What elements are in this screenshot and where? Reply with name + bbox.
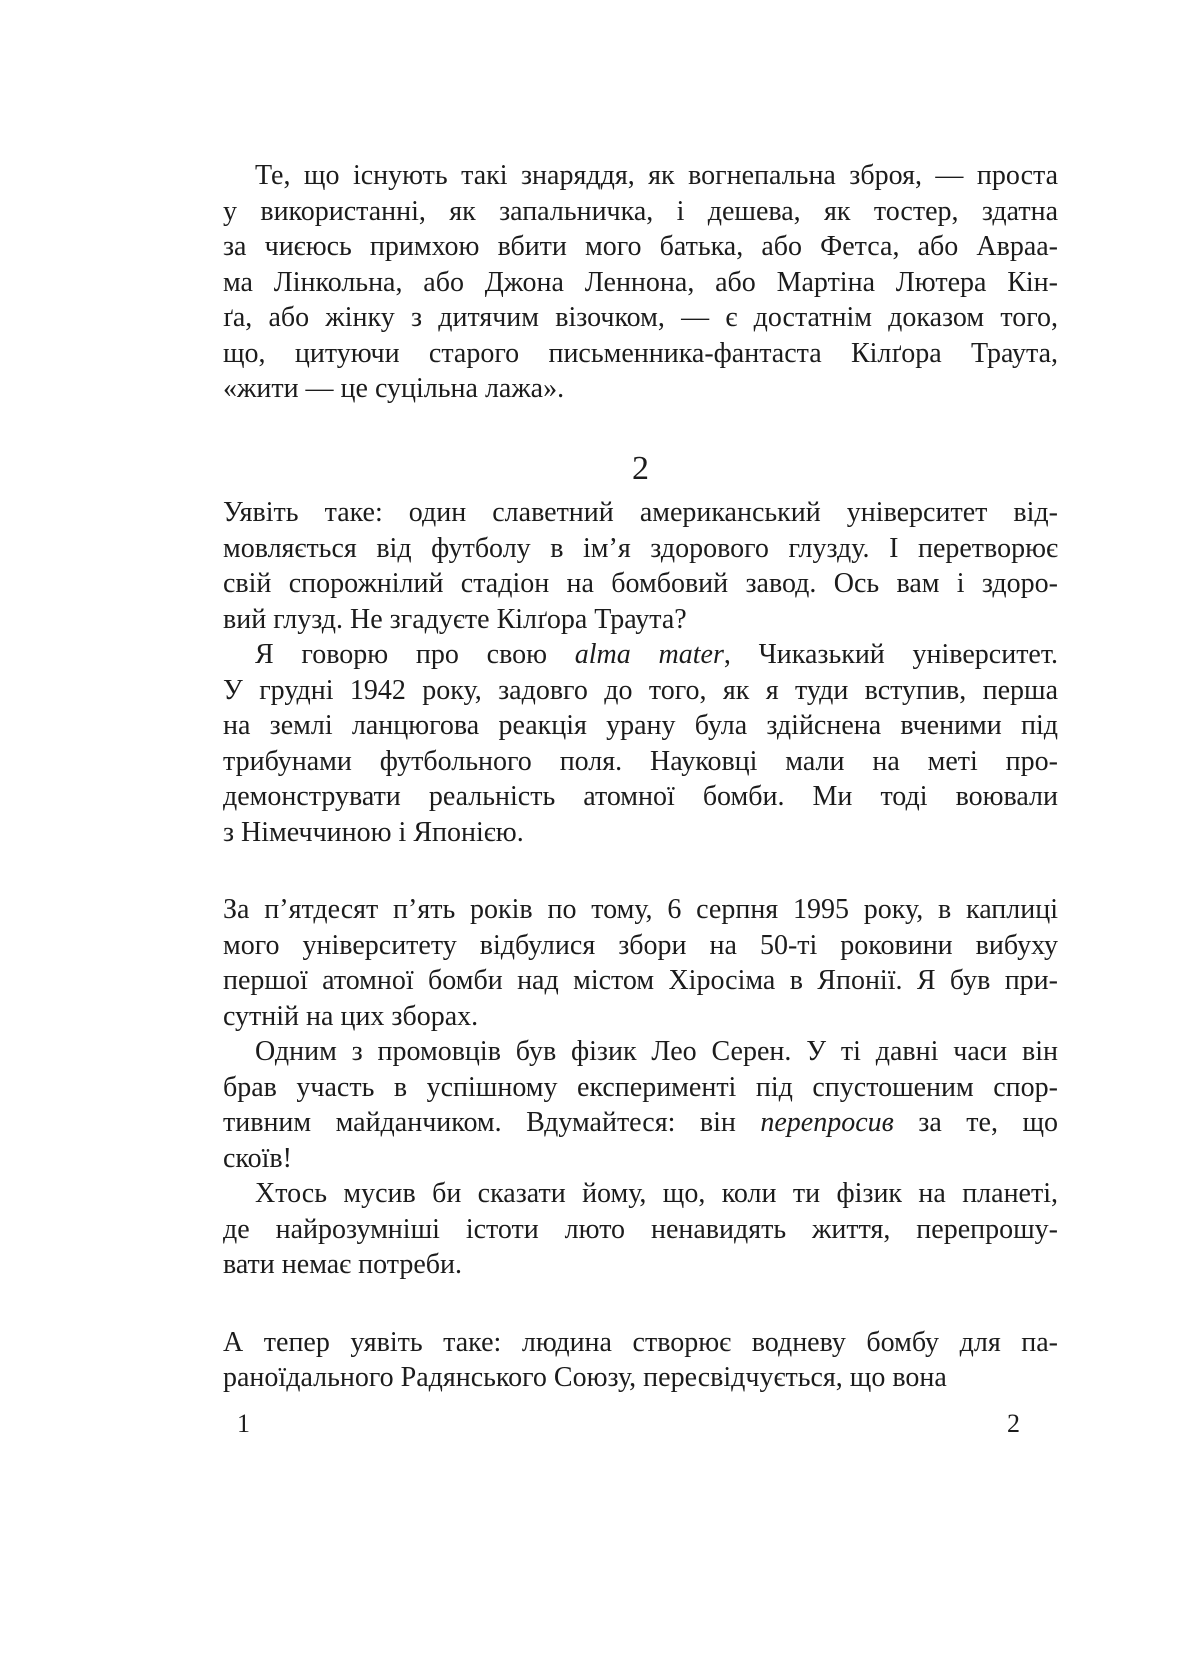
text-line	[223, 229, 1058, 265]
text-segment: Я говорю про свою	[255, 639, 575, 670]
text-line	[223, 779, 1058, 815]
text-line	[223, 1141, 1058, 1177]
text-segment: де найрозумніші істоти люто ненавидять життя, перепрошу-	[223, 1213, 1058, 1245]
text-segment: свій спорожнілий стадіон на бомбовий завод. Ось вам і здоро-	[223, 568, 1058, 599]
text-segment: ма Лінкольна, або Джона Леннона, або Мартіна Лютера Кін-	[223, 266, 1058, 298]
text-line	[223, 265, 1058, 301]
text-line	[223, 892, 1058, 928]
text-line	[223, 1105, 1058, 1141]
text-segment: А тепер уявіть таке: людина створює водневу бомбу для па-	[223, 1326, 1058, 1358]
text-segment: брав участь в успішному експерименті під спустошеним спор-	[223, 1071, 1058, 1103]
section-break-gap	[223, 850, 1058, 892]
text-line	[223, 1212, 1058, 1248]
text-line	[223, 158, 1058, 194]
text-line	[223, 194, 1058, 230]
italic-text-segment: перепросив	[760, 1107, 894, 1138]
page-text-column	[223, 158, 1058, 1396]
text-line	[223, 1070, 1058, 1106]
text-segment: за чиєюсь примхою вбити мого батька, або Фетса, або Авраа-	[223, 231, 1058, 262]
text-line	[223, 495, 1058, 531]
text-segment: вати немає потреби.	[223, 1249, 463, 1280]
text-segment: Уявіть таке: один славетний американський університет від-	[223, 497, 1058, 528]
text-line	[223, 371, 1058, 407]
text-segment: мовляється від футболу в ім’я здорового глузду. І перетворює	[223, 532, 1058, 564]
text-line	[223, 1176, 1058, 1212]
text-segment: За п’ятдесят п’ять років по тому, 6 серпня 1995 року, в каплиці	[223, 894, 1058, 925]
text-segment: раноїдального Радянського Союзу, пересвідчується, що вона	[223, 1362, 947, 1393]
text-segment: ґа, або жінку з дитячим візочком, — є достатнім доказом того,	[223, 302, 1058, 333]
paragraph	[223, 1325, 1058, 1396]
text-segment: першої атомної бомби над містом Хіросіма в Японії. Я був при-	[223, 965, 1058, 996]
text-segment: Одним з промовців був фізик Лео Серен. У ті давні часи він	[255, 1036, 1058, 1067]
text-line	[223, 1360, 1058, 1396]
paragraph	[223, 1034, 1058, 1176]
text-segment: , Чиказький університет.	[723, 639, 1058, 670]
text-line	[223, 602, 1058, 638]
text-segment: вий глузд. Не згадуєте Кілґора Траута?	[223, 603, 687, 635]
paragraph	[223, 892, 1058, 1034]
text-line	[223, 300, 1058, 336]
text-line	[223, 1034, 1058, 1070]
text-line	[223, 963, 1058, 999]
text-segment: У грудні 1942 року, задовго до того, як я туди вступив, перша	[223, 674, 1058, 706]
text-segment: трибунами футбольного поля. Науковці мали на меті про-	[223, 745, 1058, 777]
paragraph	[223, 637, 1058, 850]
footnote-marker-left: 1	[237, 1409, 250, 1438]
text-segment: сутній на цих зборах.	[223, 1000, 479, 1032]
text-line	[223, 708, 1058, 744]
text-line	[223, 531, 1058, 567]
footnote-marker-right: 2	[1007, 1409, 1020, 1438]
section-number-heading: 2	[632, 449, 649, 487]
paragraph	[223, 495, 1058, 637]
text-line	[223, 336, 1058, 372]
text-line	[223, 637, 1058, 673]
section-break-gap	[223, 1283, 1058, 1325]
text-line	[223, 1247, 1058, 1283]
text-segment: «жити — це суцільна лажа».	[223, 373, 565, 404]
text-line	[223, 928, 1058, 964]
text-line	[223, 815, 1058, 851]
text-segment: що, цитуючи старого письменника-фантаста Кілґора Траута,	[223, 337, 1058, 369]
text-line	[223, 566, 1058, 602]
text-segment: демонструвати реальність атомної бомби. Ми тоді воювали	[223, 781, 1058, 812]
paragraph	[223, 1176, 1058, 1283]
text-line	[223, 1325, 1058, 1361]
text-segment: Хтось мусив би сказати йому, що, коли ти фізик на планеті,	[255, 1178, 1058, 1209]
text-segment: мого університету відбулися збори на 50-ті роковини вибуху	[223, 929, 1058, 961]
text-line	[223, 744, 1058, 780]
text-segment: тивним майданчиком. Вдумайтеся: він	[223, 1107, 761, 1138]
text-segment: у використанні, як запальничка, і дешева, як тостер, здатна	[223, 195, 1058, 227]
paragraph	[223, 158, 1058, 407]
text-segment: Те, що існують такі знаряддя, як вогнепальна зброя, — проста	[255, 160, 1058, 191]
text-segment: скоїв!	[223, 1142, 292, 1174]
italic-text-segment: alma mater	[574, 639, 724, 670]
text-line	[223, 673, 1058, 709]
text-segment: з Німеччиною і Японією.	[223, 816, 524, 848]
text-segment: за те, що	[893, 1107, 1059, 1138]
text-line	[223, 999, 1058, 1035]
text-segment: на землі ланцюгова реакція урану була здійснена вченими під	[223, 710, 1058, 741]
